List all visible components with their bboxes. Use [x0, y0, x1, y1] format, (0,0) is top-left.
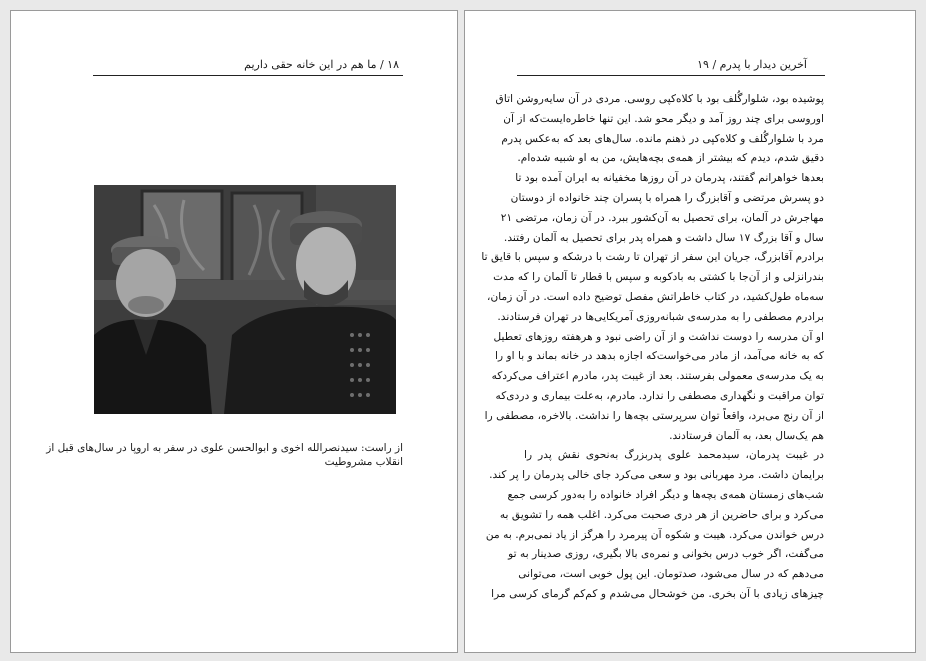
caption-line: انقلاب مشروطیت	[324, 456, 403, 468]
text-line: از آن رنج می‌برد، واقعاً توان سرپرستی بچه‌ها را نداشت. بالاخره، مصطفی را	[484, 408, 824, 422]
historical-photograph	[94, 185, 396, 414]
text-line: سه‌ماه طول‌کشید، در کتاب خاطراتش مفصل توضیح داده است. در آن زمان،	[487, 289, 824, 303]
text-line: اوروسی برای چند روز آمد و دیگر محو شد. این تنها خاطره‌ایست‌که از آن	[503, 111, 824, 125]
right-header-rule	[517, 75, 825, 76]
text-line: پوشیده بود، شلوارگُلف بود با کلاه‌کپی روسی. مردی در آن سایه‌روشن اتاق	[495, 92, 824, 105]
body-text	[481, 89, 824, 604]
text-line: می‌دهم که در سال می‌شود، صدتومان. این پول خوبی است، می‌توانی	[518, 567, 824, 581]
text-line: شب‌های زمستان همه‌ی بچه‌ها و دیگر افراد خانواده را به‌دور کرسی جمع	[507, 487, 824, 501]
text-line: هم یک‌سال بعد، به آلمان فرستادند.	[669, 428, 824, 442]
photo-caption	[46, 441, 403, 469]
text-line: برادرم آقابزرگ، جریان این سفر از تهران تا رشت با درشکه و سپس با قایق تا	[481, 250, 824, 264]
text-line: مهاجرش در آلمان، برای تحصیل به آن‌کشور ببرد. در آن زمان، مرتضی ۲۱	[500, 210, 824, 224]
left-header-rule	[93, 75, 403, 76]
text-line: او آن مدرسه را دوست نداشت و از آن راضی نبود و هرهفته روزهای تعطیل	[493, 329, 824, 343]
text-line: در غیبت پدرمان، سیدمحمد علوی پدربزرگ به‌نحوی نقش پدر را	[524, 448, 824, 462]
text-line: چیزهای زیادی با آن بخری. من خوشحال می‌شدم و کم‌کم گرمای کرسی مرا	[491, 586, 824, 600]
text-line: سال و آقا بزرگ ۱۷ سال داشت و همراه پدر برای تحصیل به آلمان رفتند.	[503, 230, 824, 244]
text-line: به یک مدرسه‌ی معمولی بفرستند. بعد از غیبت پدر، مادرم اعتراف می‌کرد‌که	[491, 369, 824, 383]
text-line: می‌گفت، اگر خوب درس بخوانی و نمره‌ی بالا بگیری، روزی صدینار به تو	[508, 547, 824, 561]
text-line: توان مراقبت و نگهداری مصطفی را ندارد. مادرم، به‌علت بیماری و دردی‌که	[495, 388, 824, 402]
caption-line: از راست: سیدنصرالله اخوی و ابوالحسن علوی در سفر به اروپا در سال‌های قبل از	[46, 442, 403, 454]
text-line: که به خانه می‌آمد، از مادر می‌خواست‌که اجازه بدهد در خانه بماند و با او را	[494, 349, 824, 363]
right-page	[464, 10, 916, 653]
text-line: برایمان داشت. مرد مهربانی بود و سعی می‌کرد جای خالی پدرمان را پر کند.	[489, 468, 824, 482]
text-line: بعدها خواهرانم گفتند، پدرمان در آن روزها مخفیانه به ایران آمده بود تا	[515, 171, 824, 185]
text-line: دقیق شدم، دیدم که بیشتر از همه‌ی بچه‌هایش، من به او شبیه شده‌ام.	[517, 151, 824, 165]
text-line: می‌کرد و برای حاضرین از هر دری صحبت می‌کرد. اغلب همه را تشویق به	[499, 507, 824, 521]
left-running-head: ۱۸ / ما هم در این خانه حقی داریم	[244, 58, 399, 71]
text-line: دو پسرش مرتضی و آقابزرگ را همراه با پسران چند خانواده از دوستان	[510, 190, 824, 204]
text-line: درس خواندن می‌کرد. هیبت و شکوه آن پیرمرد را هرگز از یاد نمی‌برم. به من	[485, 527, 824, 541]
text-line: مرد با شلوارگُلف و کلاه‌کپی در ذهنم مانده. سال‌های بعد که به‌عکس پدرم	[501, 131, 824, 145]
right-running-head: آخرین دیدار با پدرم / ۱۹	[697, 58, 807, 71]
text-line: بندرانزلی و از آن‌جا با کشتی به بادکوبه و سپس با قطار تا آلمان را که مدت	[493, 270, 824, 284]
text-line: برادرم مصطفی را به مدرسه‌ی شبانه‌روزی آمریکایی‌ها در تهران فرستادند.	[497, 309, 824, 323]
left-page	[10, 10, 458, 653]
